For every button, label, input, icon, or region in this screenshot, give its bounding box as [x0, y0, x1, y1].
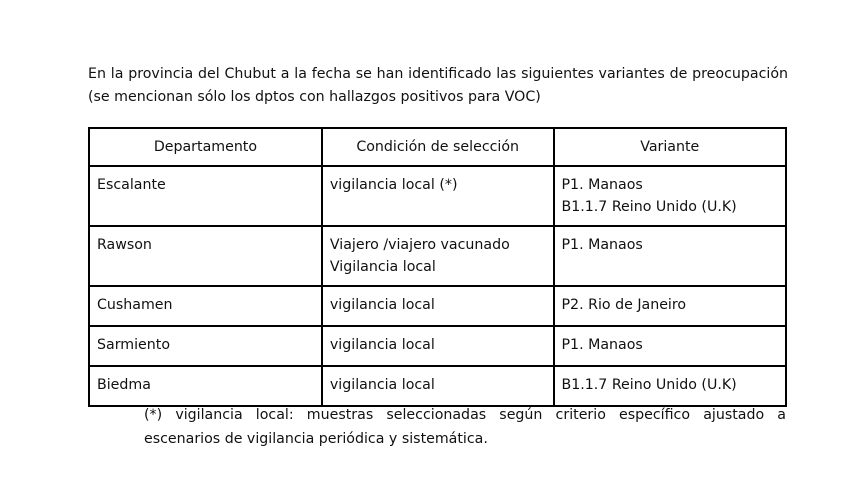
footnote-text: (*) vigilancia local: muestras seleccionadas según criterio específico ajustado a escenarios de vigilancia periódica y sistemática. — [144, 407, 786, 447]
cell-variante — [554, 326, 787, 366]
header-condicion: Condición de selección — [322, 128, 554, 166]
cell-condicion — [322, 326, 554, 366]
cell-variante-line: P2. Rio de Janeiro — [561, 297, 687, 313]
cell-departamento: Sarmiento — [89, 326, 322, 366]
footnote — [144, 403, 786, 451]
voc-table — [88, 127, 787, 407]
cell-condicion-line: vigilancia local (*) — [329, 177, 458, 193]
cell-departamento: Cushamen — [89, 286, 322, 326]
cell-variante — [554, 166, 787, 226]
cell-variante-line: B1.1.7 Reino Unido (U.K) — [561, 377, 737, 393]
intro-paragraph — [88, 63, 788, 109]
cell-condicion-line: vigilancia local — [329, 297, 435, 313]
cell-condicion-line: vigilancia local — [329, 377, 435, 393]
cell-variante-line: B1.1.7 Reino Unido (U.K) — [561, 199, 737, 215]
cell-condicion — [322, 366, 554, 406]
cell-variante-line: P1. Manaos — [561, 237, 643, 253]
intro-text: En la provincia del Chubut a la fecha se han identificado las siguientes variantes de preocupación (se mencionan sólo los dptos con hallazgos positivos para VOC) — [88, 66, 788, 105]
cell-departamento: Escalante — [89, 166, 322, 226]
cell-condicion — [322, 166, 554, 226]
cell-condicion-line: vigilancia local — [329, 337, 435, 353]
cell-variante-line: P1. Manaos — [561, 177, 643, 193]
table-header-row — [89, 128, 786, 166]
cell-variante — [554, 366, 787, 406]
header-departamento: Departamento — [89, 128, 322, 166]
cell-departamento: Rawson — [89, 226, 322, 286]
cell-variante-line: P1. Manaos — [561, 337, 643, 353]
table-row — [89, 226, 786, 286]
cell-condicion-line: Vigilancia local — [329, 259, 436, 275]
cell-variante — [554, 226, 787, 286]
table-row — [89, 366, 786, 406]
cell-departamento: Biedma — [89, 366, 322, 406]
table-row — [89, 286, 786, 326]
table-row — [89, 326, 786, 366]
header-variante: Variante — [554, 128, 787, 166]
cell-variante — [554, 286, 787, 326]
cell-condicion-line: Viajero /viajero vacunado — [329, 237, 510, 253]
cell-condicion — [322, 226, 554, 286]
table-row — [89, 166, 786, 226]
cell-condicion — [322, 286, 554, 326]
